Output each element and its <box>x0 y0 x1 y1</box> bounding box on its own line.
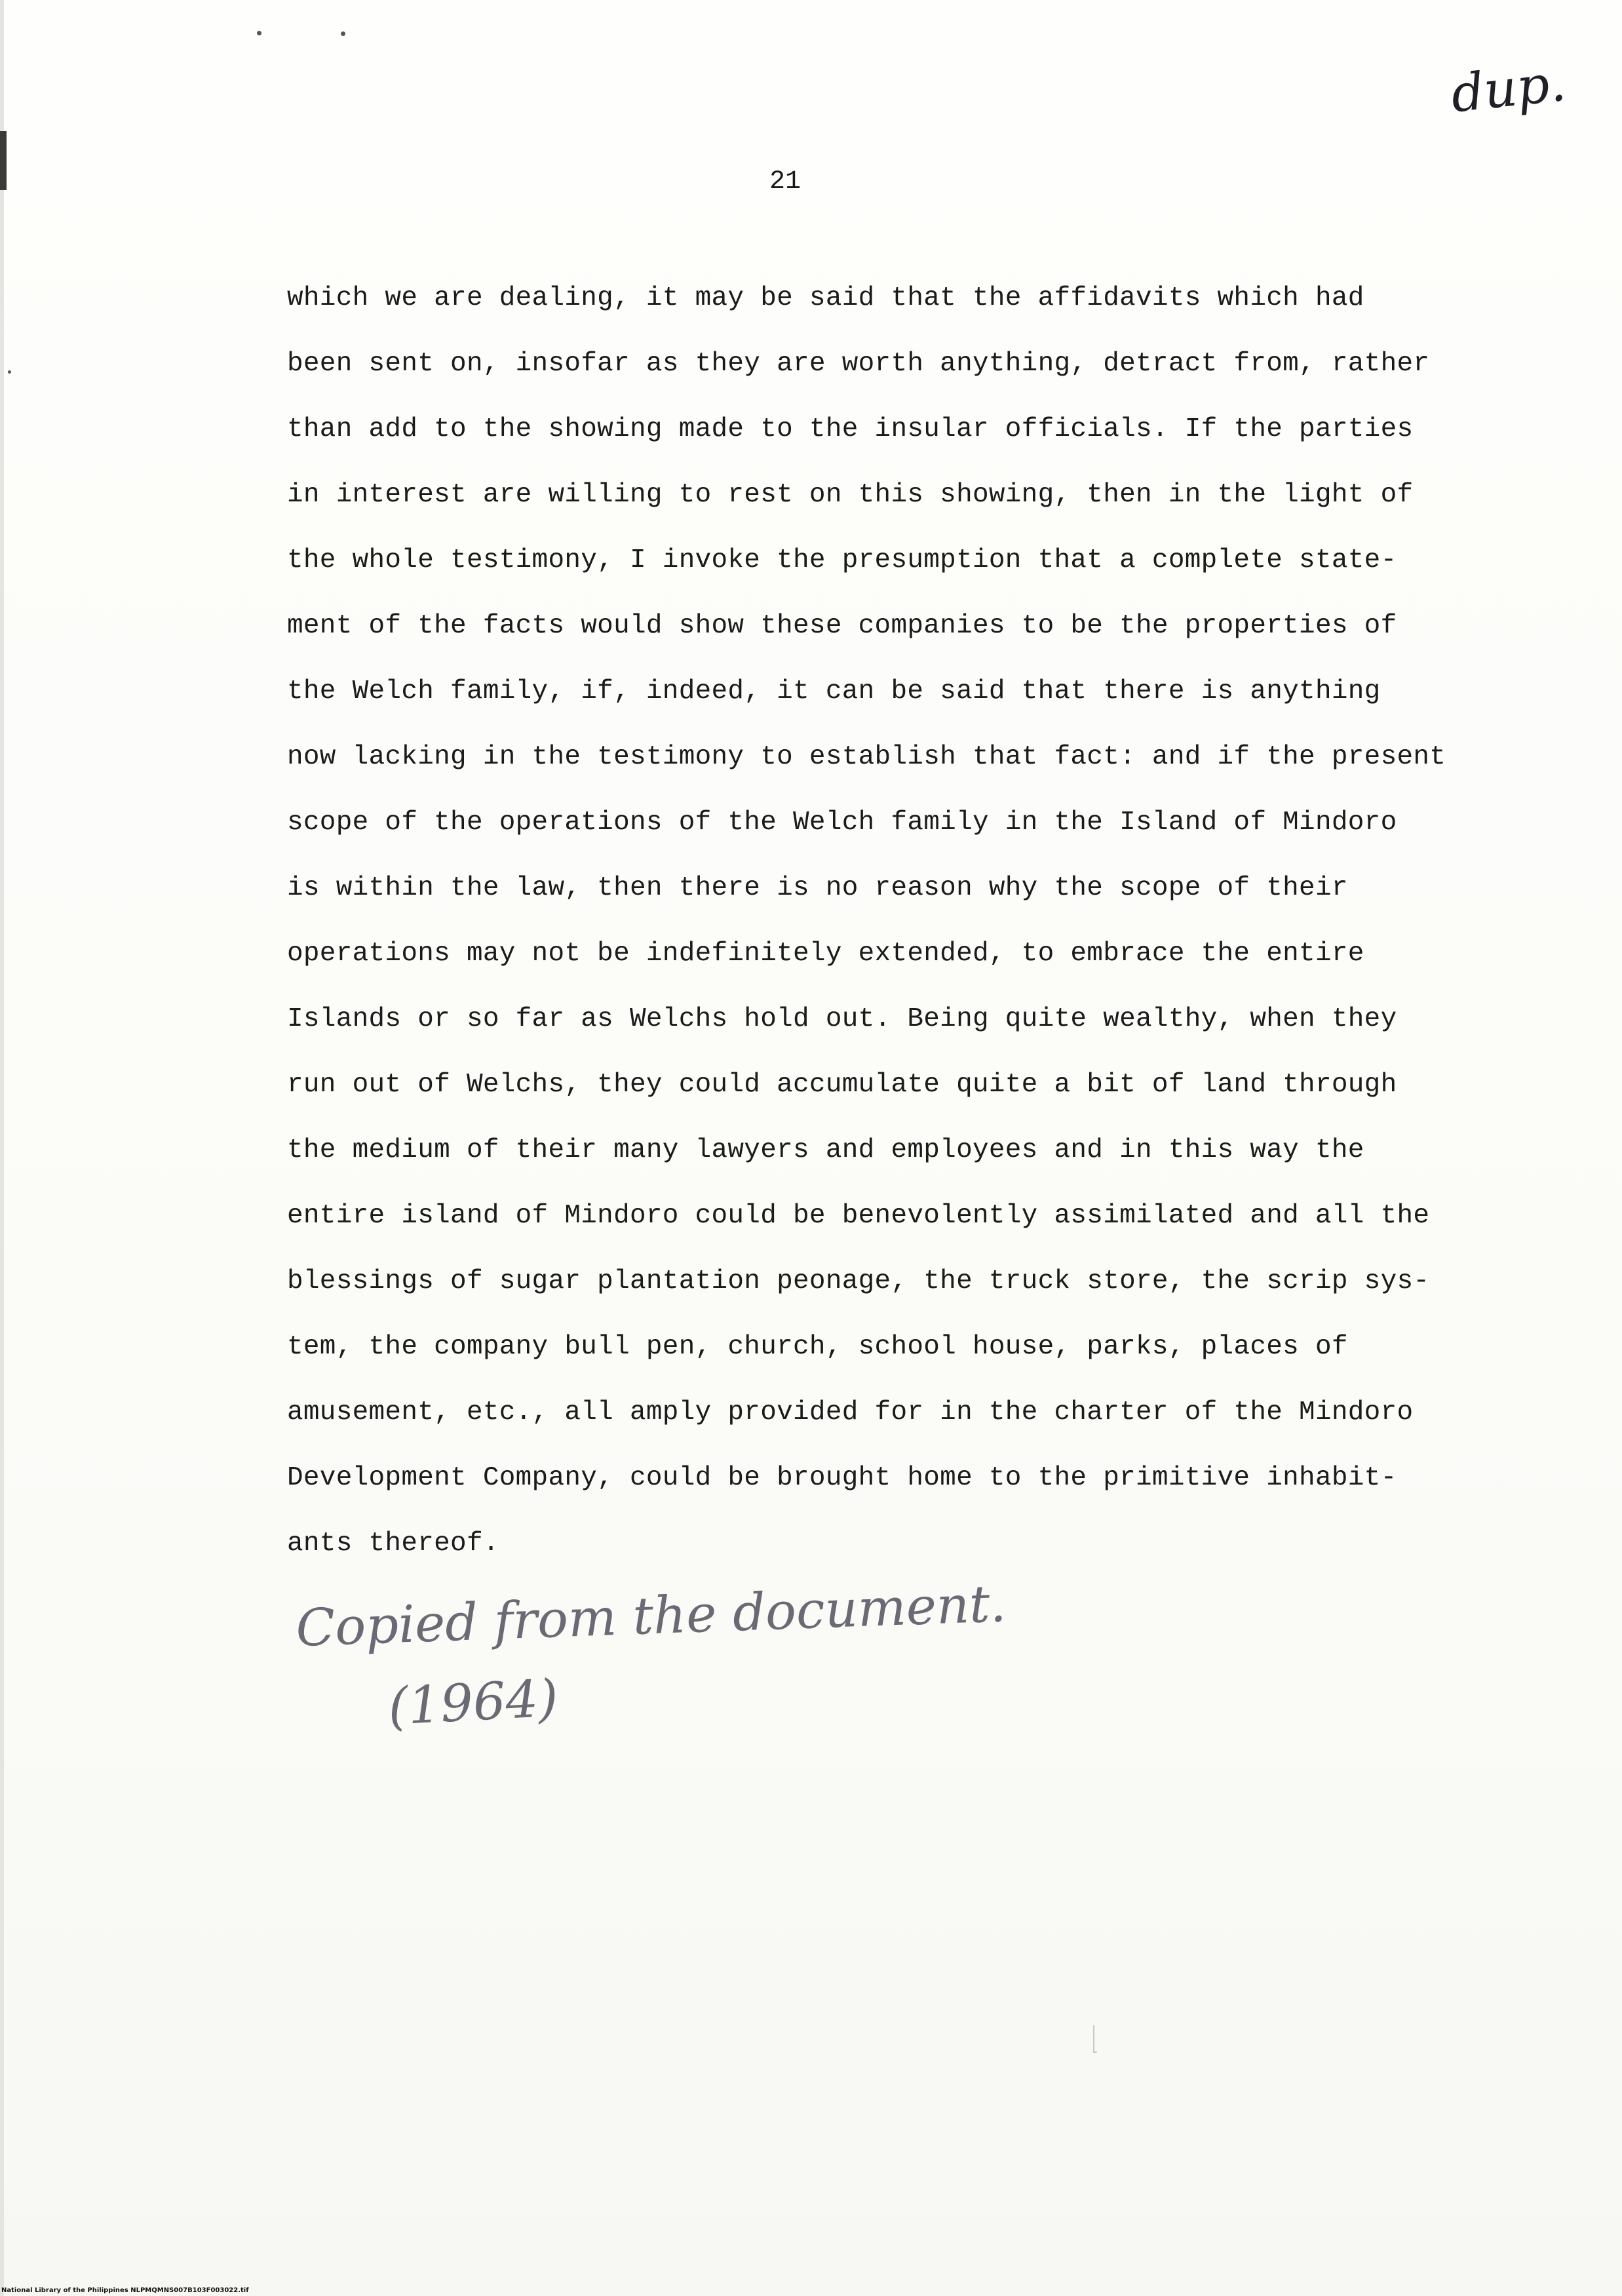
scan-speck <box>257 31 261 35</box>
text-line: in interest are willing to rest on this showing, then in the light of <box>287 480 1414 510</box>
text-line: amusement, etc., all amply provided for in the charter of the Mindoro <box>287 1397 1414 1428</box>
scan-speck <box>341 31 345 36</box>
page-number: 21 <box>769 167 801 197</box>
text-line: tem, the company bull pen, church, school house, parks, places of <box>287 1332 1348 1362</box>
text-line: scope of the operations of the Welch family in the Island of Mindoro <box>287 807 1397 838</box>
text-line: entire island of Mindoro could be benevolently assimilated and all the <box>287 1201 1430 1231</box>
text-line: the whole testimony, I invoke the presumption that a complete state- <box>287 545 1397 575</box>
text-line: ants thereof. <box>287 1528 499 1559</box>
text-line: now lacking in the testimony to establish that fact: and if the present <box>287 742 1446 772</box>
handwritten-year-note: (1964) <box>387 1669 560 1737</box>
text-line: run out of Welchs, they could accumulate quite a bit of land through <box>287 1070 1397 1100</box>
handwritten-copied-note: Copied from the document. <box>295 1574 1007 1658</box>
text-line: operations may not be indefinitely extended, to embrace the entire <box>287 939 1364 969</box>
scan-speck <box>8 370 11 374</box>
text-line: Islands or so far as Welchs hold out. Being quite wealthy, when they <box>287 1004 1397 1034</box>
scan-edge-mark <box>0 131 7 190</box>
text-line: been sent on, insofar as they are worth anything, detract from, rather <box>287 349 1430 379</box>
typed-body-text <box>287 265 1506 1576</box>
text-line: ment of the facts would show these companies to be the properties of <box>287 611 1397 641</box>
text-line: than add to the showing made to the insular officials. If the parties <box>287 414 1414 444</box>
text-line: the medium of their many lawyers and employees and in this way the <box>287 1135 1364 1165</box>
handwritten-dup-note: dup. <box>1448 53 1569 125</box>
text-line: Development Company, could be brought home to the primitive inhabit- <box>287 1463 1397 1493</box>
scan-footer-caption: National Library of the Philippines NLPMQMNS007B103F003022.tif <box>1 2287 249 2294</box>
text-line: blessings of sugar plantation peonage, the truck store, the scrip sys- <box>287 1266 1430 1296</box>
pencil-mark <box>1093 2025 1097 2053</box>
text-line: the Welch family, if, indeed, it can be said that there is anything <box>287 676 1381 707</box>
text-line: is within the law, then there is no reason why the scope of their <box>287 873 1348 903</box>
scan-left-edge <box>0 0 4 2296</box>
text-line: which we are dealing, it may be said that the affidavits which had <box>287 283 1364 313</box>
